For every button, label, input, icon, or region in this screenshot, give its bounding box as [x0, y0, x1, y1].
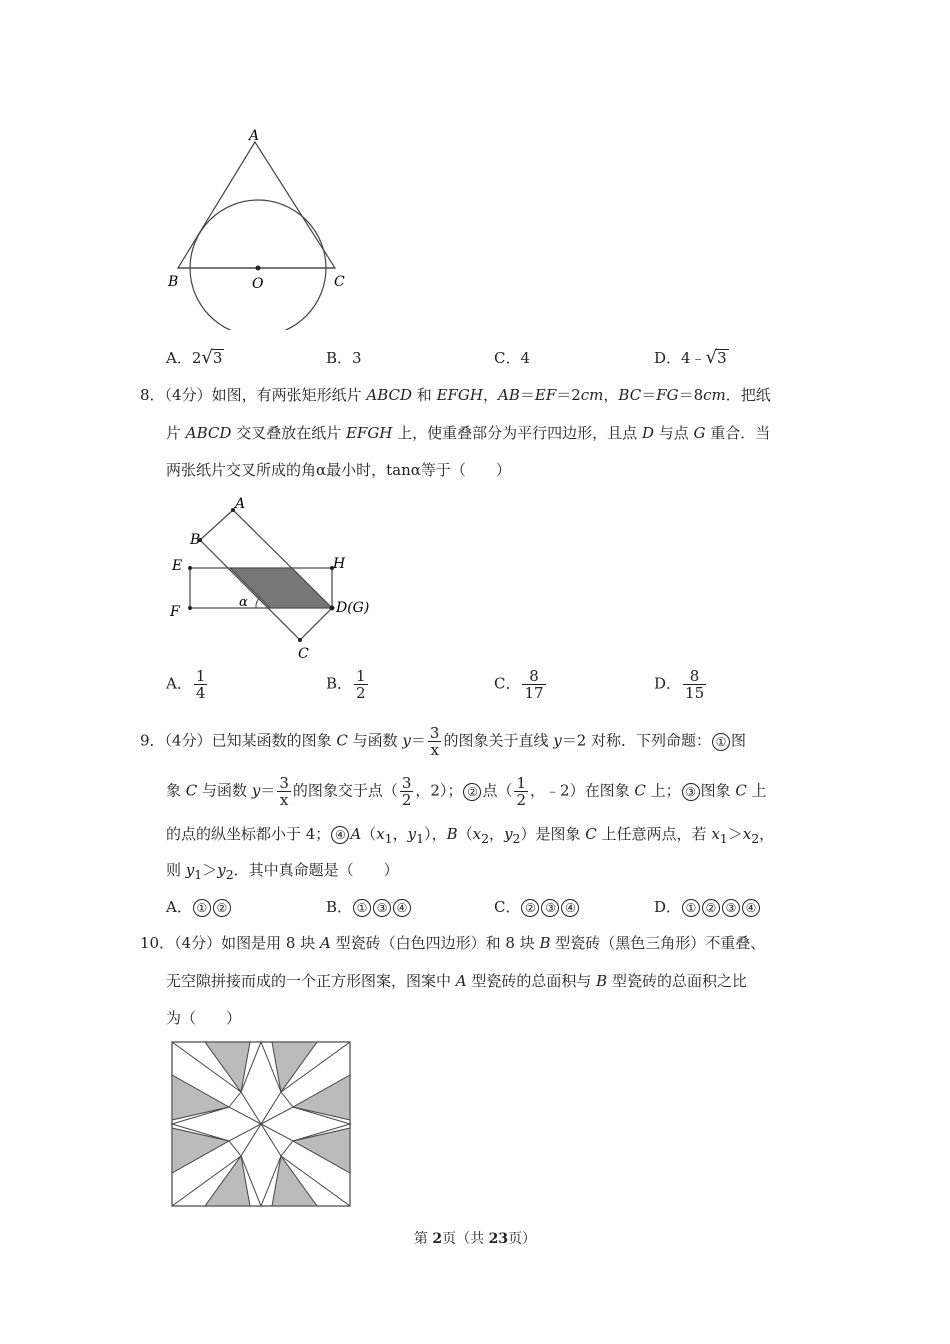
q8-label-e: E	[172, 558, 183, 574]
q9-line-1: 9．（4分）已知某函数的图象 C 与函数 y＝ $\frac{3}{x}$ 的图象关于直线 y＝2 对称．下列命题： ① 图	[140, 724, 747, 759]
page-footer: 第 2页（共 23页）	[413, 1231, 537, 1247]
q7-option-a: A．2√3	[166, 347, 223, 368]
q8-label-a: A	[235, 496, 246, 512]
q8-label-b: B	[190, 532, 201, 548]
q7-option-d: D．4﹣√3	[654, 347, 727, 368]
q8-option-c: C． $\frac{8}{17}$	[494, 667, 544, 702]
q9-line-2: 象 C 与函数 y＝ $\frac{3}{x}$ 的图象交于点（ $\frac{3}{2}$ ，2）； ② 点（ $\frac{1}{2}$ ，﹣2）在图象 C 上； ③ 图象 C 上	[166, 774, 767, 809]
q8-line-2: 片 ABCD 交叉叠放在纸片 EFGH 上，使重叠部分为平行四边形，且点 D 与点 G 重合．当	[166, 424, 771, 442]
q9-option-b: B． ① ③ ④	[326, 897, 412, 917]
q7-label-c: C	[334, 274, 345, 290]
q8-label-c: C	[298, 646, 309, 660]
q10-line-2: 无空隙拼接而成的一个正方形图案，图案中 A 型瓷砖的总面积与 B 型瓷砖的总面积之比	[166, 972, 747, 990]
q7-label-o: O	[252, 276, 264, 292]
q7-label-b: B	[168, 274, 179, 290]
q9-option-a: A． ① ②	[166, 897, 232, 917]
q8-line-1: 8．（4分）如图，有两张矩形纸片 ABCD 和 EFGH，AB＝EF＝2cm，BC＝FG＝8cm．把纸	[140, 386, 771, 404]
q10-line-1: 10．（4分）如图是用 8 块 A 型瓷砖（白色四边形）和 8 块 B 型瓷砖（黑色三角形）不重叠、	[140, 934, 766, 952]
q9-option-c: C． ② ③ ④	[494, 897, 580, 917]
q8-option-b: B． $\frac{1}{2}$	[326, 667, 366, 702]
q9-line-3: 的点的纵坐标都小于 4； ④ $A(x_1$，$y_1$），$B(x_2$，$y_2$）是图象 C 上任意两点，若 $x_1>x_2$，	[166, 825, 775, 846]
q10-figure	[170, 1040, 352, 1208]
q10-line-3: 为（ ）	[166, 1009, 242, 1027]
q8-option-a: A． $\frac{1}{4}$	[166, 667, 206, 702]
q8-label-d: D(G)	[336, 600, 370, 616]
q7-figure	[160, 120, 360, 330]
q8-figure	[160, 490, 390, 660]
q8-option-d: D． $\frac{8}{15}$	[654, 667, 705, 702]
q8-label-f: F	[170, 604, 180, 620]
q8-line-3: 两张纸片交叉所成的角α最小时，tanα等于（ ）	[166, 461, 511, 479]
q9-line-4: 则 $y_1>y_2$．其中真命题是（ ）	[166, 861, 399, 882]
q7-label-a: A	[249, 128, 260, 144]
q8-label-h: H	[333, 556, 346, 572]
q9-option-d: D． ① ② ③ ④	[654, 897, 761, 917]
q8-label-alpha: α	[239, 595, 248, 610]
q7-option-b: B．3	[326, 349, 362, 367]
q7-option-c: C．4	[494, 349, 531, 367]
